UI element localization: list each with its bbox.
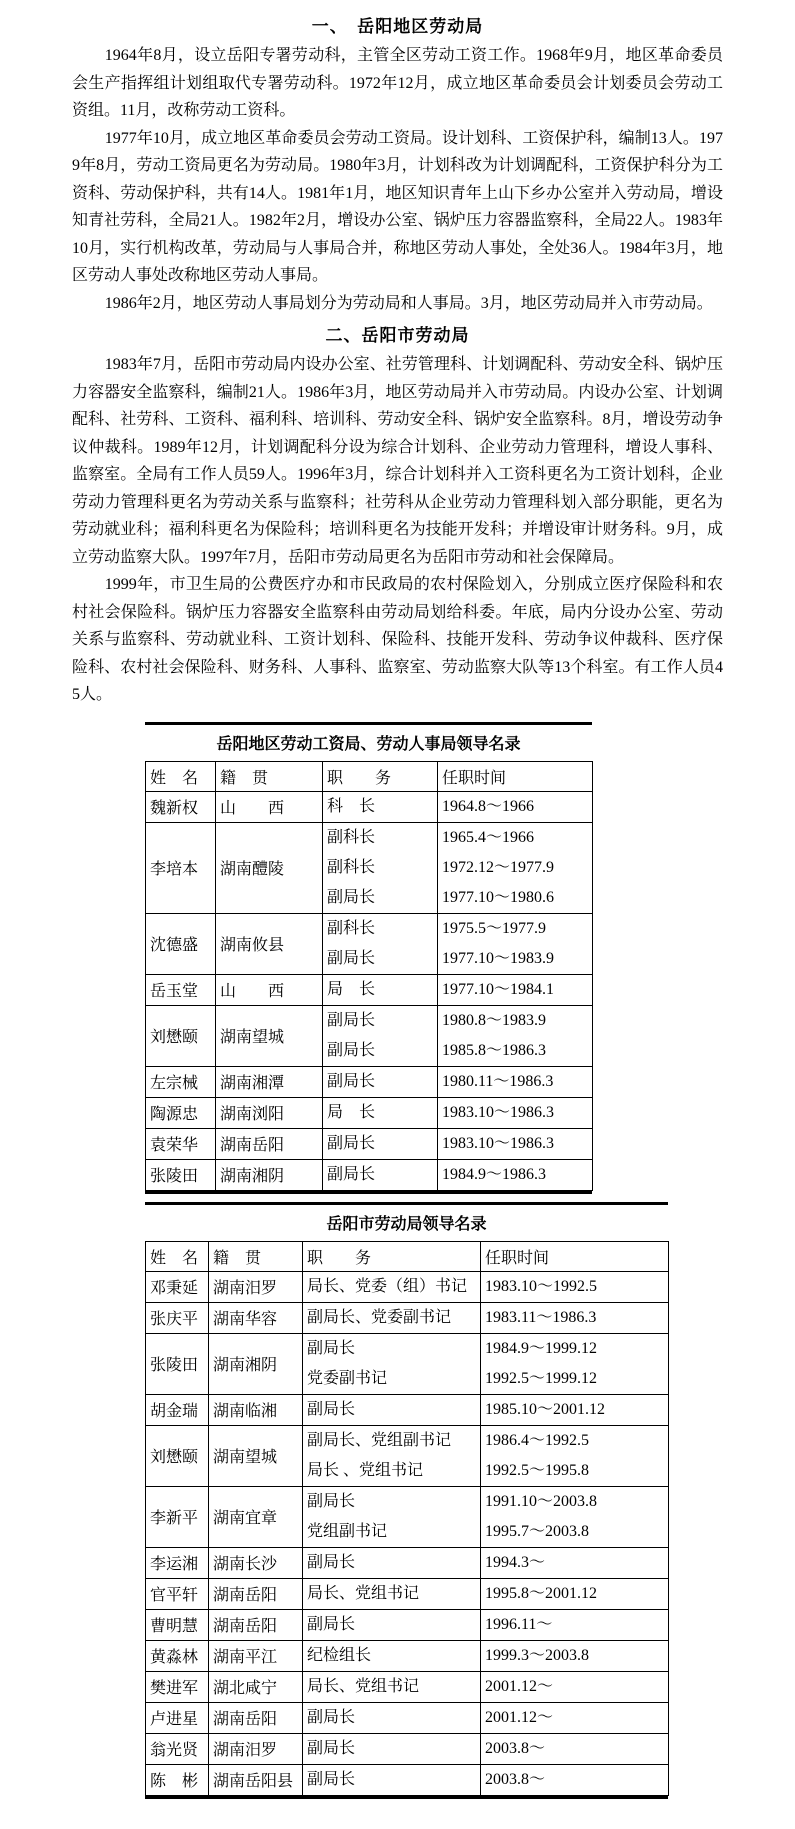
column-header: 职 务 bbox=[303, 1241, 481, 1271]
city-leaders-table-grid bbox=[145, 1241, 669, 1796]
position-line: 副局长 bbox=[307, 1770, 356, 1788]
tenure-cell bbox=[481, 1302, 669, 1333]
position-line: 副局长 bbox=[327, 888, 376, 906]
table-row bbox=[146, 1547, 669, 1578]
position-line: 党委副书记 bbox=[307, 1369, 388, 1387]
table-row bbox=[146, 1578, 669, 1609]
position-cell bbox=[303, 1702, 481, 1733]
section-2-paragraph-1: 1983年7月，岳阳市劳动局内设办公室、社劳管理科、计划调配科、劳动安全科、锅炉压力容器安全监察科，编制21人。1986年3月，地区劳动局并入市劳动局。内设办公室、计划调配科、社劳科、工资科、福利科、培训科、劳动安全科、锅炉安全监察科。8月，增设劳动争议仲裁科。1989年12月，计划调配科分设为综合计划科、企业劳动力管理科，增设人事科、监察室。全局有工作人员59人。1996年3月，综合计划科并入工资科更名为工资计划科，企业劳动力管理科更名为劳动关系与监察科；社劳科从企业劳动力管理科划入部分职能，更名为劳动就业科；福利科更名为保险科；培训科更名为技能开发科；并增设审计财务科。9月，成立劳动监察大队。1997年7月，岳阳市劳动局更名为岳阳市劳动和社会保障局。 bbox=[72, 356, 723, 566]
name-cell: 卢进星 bbox=[146, 1702, 209, 1733]
position-cell bbox=[303, 1302, 481, 1333]
tenure-line: 1995.7～2003.8 bbox=[485, 1522, 590, 1540]
position-line: 局 长 bbox=[327, 1103, 376, 1121]
origin-cell: 湖南湘阴 bbox=[209, 1333, 303, 1394]
name-cell: 沈德盛 bbox=[146, 913, 216, 974]
position-line: 副科长 bbox=[327, 919, 376, 937]
table-header-row bbox=[146, 1241, 669, 1271]
table-row bbox=[146, 1333, 669, 1394]
tenure-cell bbox=[481, 1609, 669, 1640]
position-line: 副局长 bbox=[307, 1492, 356, 1510]
position-cell bbox=[323, 1097, 438, 1128]
position-cell bbox=[323, 822, 438, 913]
tenure-cell bbox=[481, 1578, 669, 1609]
tenure-line: 2001.12～ bbox=[485, 1677, 554, 1695]
table-header-row bbox=[146, 761, 593, 791]
tenure-line: 1986.4～1992.5 bbox=[485, 1431, 590, 1449]
section-2-heading: 二、岳阳市劳动局 bbox=[325, 326, 470, 345]
position-line: 局长 、党组书记 bbox=[307, 1461, 424, 1479]
section-1-paragraph-1: 1964年8月，设立岳阳专署劳动科，主管全区劳动工资工作。1968年9月，地区革命委员会生产指挥组计划组取代专署劳动科。1972年12月，成立地区革命委员会计划委员会劳动工资组。11月，改称劳动工资科。 bbox=[72, 47, 723, 119]
name-cell: 张陵田 bbox=[146, 1333, 209, 1394]
tenure-line: 1992.5～1995.8 bbox=[485, 1461, 590, 1479]
position-line: 副科长 bbox=[327, 858, 376, 876]
tenure-line: 2001.12～ bbox=[485, 1708, 554, 1726]
position-cell bbox=[303, 1640, 481, 1671]
name-cell: 岳玉堂 bbox=[146, 974, 216, 1005]
region-leaders-table-grid bbox=[145, 761, 593, 1191]
tenure-line: 1983.10～1986.3 bbox=[442, 1103, 555, 1121]
name-cell: 曹明慧 bbox=[146, 1609, 209, 1640]
tenure-cell bbox=[438, 1097, 593, 1128]
tenure-cell bbox=[481, 1425, 669, 1486]
table-row bbox=[146, 1486, 669, 1547]
tenure-cell bbox=[481, 1333, 669, 1394]
position-cell bbox=[323, 1005, 438, 1066]
city-leaders-table-title: 岳阳市劳动局领导名录 bbox=[326, 1215, 487, 1233]
position-cell bbox=[303, 1425, 481, 1486]
name-cell: 刘懋颐 bbox=[146, 1005, 216, 1066]
column-header: 籍 贯 bbox=[216, 761, 323, 791]
region-leaders-table bbox=[145, 722, 592, 1194]
position-line: 副局长 bbox=[327, 1072, 376, 1090]
origin-cell: 湖南岳阳 bbox=[216, 1128, 323, 1159]
position-line: 副局长、党委副书记 bbox=[307, 1308, 452, 1326]
table-row bbox=[146, 1671, 669, 1702]
origin-cell: 湖南平江 bbox=[209, 1640, 303, 1671]
position-line: 副局长 bbox=[307, 1553, 356, 1571]
position-line: 局长、党组书记 bbox=[307, 1677, 420, 1695]
tenure-cell bbox=[438, 1005, 593, 1066]
position-line: 副局长 bbox=[307, 1739, 356, 1757]
origin-cell: 湖南湘潭 bbox=[216, 1066, 323, 1097]
name-cell: 李培本 bbox=[146, 822, 216, 913]
position-line: 局 长 bbox=[327, 980, 376, 998]
position-cell bbox=[303, 1764, 481, 1795]
tenure-line: 1964.8～1966 bbox=[442, 797, 535, 815]
origin-cell: 湖南汨罗 bbox=[209, 1733, 303, 1764]
table-row bbox=[146, 1425, 669, 1486]
table-row bbox=[146, 1066, 593, 1097]
position-cell bbox=[303, 1271, 481, 1302]
tenure-cell bbox=[438, 1066, 593, 1097]
position-line: 副局长 bbox=[327, 1011, 376, 1029]
origin-cell: 湖南岳阳县 bbox=[209, 1764, 303, 1795]
tenure-cell bbox=[438, 974, 593, 1005]
origin-cell: 湖南岳阳 bbox=[209, 1702, 303, 1733]
name-cell: 陈 彬 bbox=[146, 1764, 209, 1795]
tenure-cell bbox=[481, 1671, 669, 1702]
tenure-cell bbox=[481, 1547, 669, 1578]
tenure-cell bbox=[481, 1394, 669, 1425]
position-line: 副科长 bbox=[327, 828, 376, 846]
position-cell bbox=[303, 1547, 481, 1578]
tenure-line: 1975.5～1977.9 bbox=[442, 919, 547, 937]
position-cell bbox=[323, 1066, 438, 1097]
origin-cell: 湖南岳阳 bbox=[209, 1578, 303, 1609]
position-line: 副局长 bbox=[307, 1339, 356, 1357]
tenure-cell bbox=[481, 1764, 669, 1795]
section-1-paragraph-3: 1986年2月，地区劳动人事局划分为劳动局和人事局。3月，地区劳动局并入市劳动局。 bbox=[104, 294, 713, 312]
position-line: 党组副书记 bbox=[307, 1522, 388, 1540]
origin-cell: 湖南醴陵 bbox=[216, 822, 323, 913]
tenure-line: 1984.9～1999.12 bbox=[485, 1339, 598, 1357]
column-header: 姓 名 bbox=[146, 1241, 209, 1271]
position-line: 副局长 bbox=[327, 1165, 376, 1183]
tenure-line: 1995.8～2001.12 bbox=[485, 1584, 598, 1602]
position-line: 副局长 bbox=[307, 1400, 356, 1418]
table-row bbox=[146, 1005, 593, 1066]
name-cell: 张庆平 bbox=[146, 1302, 209, 1333]
origin-cell: 湖南汨罗 bbox=[209, 1271, 303, 1302]
name-cell: 李新平 bbox=[146, 1486, 209, 1547]
tenure-line: 1980.11～1986.3 bbox=[442, 1072, 554, 1090]
position-cell bbox=[303, 1609, 481, 1640]
name-cell: 魏新权 bbox=[146, 791, 216, 822]
origin-cell: 湖南望城 bbox=[216, 1005, 323, 1066]
name-cell: 樊进军 bbox=[146, 1671, 209, 1702]
tenure-line: 1980.8～1983.9 bbox=[442, 1011, 547, 1029]
position-cell bbox=[303, 1486, 481, 1547]
tenure-cell bbox=[438, 913, 593, 974]
region-leaders-table-title: 岳阳地区劳动工资局、劳动人事局领导名录 bbox=[216, 735, 521, 753]
column-header: 任职时间 bbox=[481, 1241, 669, 1271]
tenure-cell bbox=[481, 1733, 669, 1764]
table-row bbox=[146, 1097, 593, 1128]
position-cell bbox=[303, 1578, 481, 1609]
table-row bbox=[146, 1394, 669, 1425]
column-header: 任职时间 bbox=[438, 761, 593, 791]
table-row bbox=[146, 913, 593, 974]
table-row bbox=[146, 791, 593, 822]
tenure-line: 1985.10～2001.12 bbox=[485, 1400, 606, 1418]
tenure-line: 1983.10～1992.5 bbox=[485, 1277, 598, 1295]
tenure-line: 1983.10～1986.3 bbox=[442, 1134, 555, 1152]
table-row bbox=[146, 1128, 593, 1159]
name-cell: 黄淼林 bbox=[146, 1640, 209, 1671]
position-cell bbox=[303, 1333, 481, 1394]
section-1-heading: 一、 岳阳地区劳动局 bbox=[311, 17, 484, 36]
position-line: 纪检组长 bbox=[307, 1646, 372, 1664]
tenure-line: 1984.9～1986.3 bbox=[442, 1165, 547, 1183]
column-header: 姓 名 bbox=[146, 761, 216, 791]
section-1-paragraph-2: 1977年10月，成立地区革命委员会劳动工资局。设计划科、工资保护科，编制13人。1979年8月，劳动工资局更名为劳动局。1980年3月，计划科改为计划调配科，工资保护科分为工资科、劳动保护科，共有14人。1981年1月，地区知识青年上山下乡办公室并入劳动局，增设知青社劳科，全局21人。1982年2月，增设办公室、锅炉压力容器监察科，全局22人。1983年10月，实行机构改革，劳动局与人事局合并，称地区劳动人事处，全处36人。1984年3月，地区劳动人事处改称地区劳动人事局。 bbox=[72, 129, 723, 284]
tenure-line: 1983.11～1986.3 bbox=[485, 1308, 597, 1326]
table-row bbox=[146, 822, 593, 913]
tenure-cell bbox=[481, 1702, 669, 1733]
table-row bbox=[146, 1609, 669, 1640]
position-cell bbox=[323, 1159, 438, 1190]
position-line: 副局长、党组副书记 bbox=[307, 1431, 452, 1449]
tenure-line: 1977.10～1984.1 bbox=[442, 980, 555, 998]
table-row bbox=[146, 1271, 669, 1302]
position-cell bbox=[303, 1671, 481, 1702]
name-cell: 陶源忠 bbox=[146, 1097, 216, 1128]
position-line: 副局长 bbox=[327, 949, 376, 967]
column-header: 籍 贯 bbox=[209, 1241, 303, 1271]
name-cell: 官平轩 bbox=[146, 1578, 209, 1609]
name-cell: 张陵田 bbox=[146, 1159, 216, 1190]
origin-cell: 湖南华容 bbox=[209, 1302, 303, 1333]
position-line: 副局长 bbox=[307, 1615, 356, 1633]
tenure-line: 1965.4～1966 bbox=[442, 828, 535, 846]
city-leaders-table bbox=[145, 1202, 668, 1799]
tenure-line: 1996.11～ bbox=[485, 1615, 553, 1633]
table-row bbox=[146, 974, 593, 1005]
origin-cell: 山 西 bbox=[216, 791, 323, 822]
table-row bbox=[146, 1733, 669, 1764]
tenure-line: 2003.8～ bbox=[485, 1739, 546, 1757]
origin-cell: 湖南宜章 bbox=[209, 1486, 303, 1547]
tenure-cell bbox=[481, 1271, 669, 1302]
origin-cell: 湖南望城 bbox=[209, 1425, 303, 1486]
column-header: 职 务 bbox=[323, 761, 438, 791]
origin-cell: 湖南浏阳 bbox=[216, 1097, 323, 1128]
position-cell bbox=[323, 1128, 438, 1159]
tenure-line: 1992.5～1999.12 bbox=[485, 1369, 598, 1387]
position-cell bbox=[323, 974, 438, 1005]
tenure-line: 1994.3～ bbox=[485, 1553, 546, 1571]
position-line: 副局长 bbox=[327, 1134, 376, 1152]
origin-cell: 湖北咸宁 bbox=[209, 1671, 303, 1702]
tenure-cell bbox=[481, 1486, 669, 1547]
table-row bbox=[146, 1302, 669, 1333]
position-line: 科 长 bbox=[327, 797, 376, 815]
name-cell: 左宗械 bbox=[146, 1066, 216, 1097]
position-line: 副局长 bbox=[307, 1708, 356, 1726]
table-row bbox=[146, 1764, 669, 1795]
tenure-line: 1977.10～1983.9 bbox=[442, 949, 555, 967]
position-cell bbox=[323, 791, 438, 822]
origin-cell: 湖南岳阳 bbox=[209, 1609, 303, 1640]
position-cell bbox=[303, 1733, 481, 1764]
position-line: 副局长 bbox=[327, 1041, 376, 1059]
tenure-line: 1999.3～2003.8 bbox=[485, 1646, 590, 1664]
table-row bbox=[146, 1702, 669, 1733]
tenure-line: 1991.10～2003.8 bbox=[485, 1492, 598, 1510]
origin-cell: 湖南长沙 bbox=[209, 1547, 303, 1578]
tenure-line: 1977.10～1980.6 bbox=[442, 888, 555, 906]
section-2-paragraph-2: 1999年，市卫生局的公费医疗办和市民政局的农村保险划入，分别成立医疗保险科和农村社会保险科。锅炉压力容器安全监察科由劳动局划给科委。年底，局内分设办公室、劳动关系与监察科、劳动就业科、工资计划科、保险科、技能开发科、劳动争议仲裁科、医疗保险科、农村社会保险科、财务科、人事科、监察室、劳动监察大队等13个科室。有工作人员45人。 bbox=[72, 576, 723, 703]
name-cell: 胡金瑞 bbox=[146, 1394, 209, 1425]
tenure-line: 1972.12～1977.9 bbox=[442, 858, 555, 876]
table-row bbox=[146, 1159, 593, 1190]
position-line: 局长、党委（组）书记 bbox=[307, 1277, 468, 1295]
position-cell bbox=[323, 913, 438, 974]
tenure-cell bbox=[438, 791, 593, 822]
tenure-cell bbox=[438, 1128, 593, 1159]
tenure-cell bbox=[438, 822, 593, 913]
name-cell: 袁荣华 bbox=[146, 1128, 216, 1159]
origin-cell: 山 西 bbox=[216, 974, 323, 1005]
tenure-cell bbox=[481, 1640, 669, 1671]
name-cell: 翁光贤 bbox=[146, 1733, 209, 1764]
position-cell bbox=[303, 1394, 481, 1425]
name-cell: 刘懋颐 bbox=[146, 1425, 209, 1486]
position-line: 局长、党组书记 bbox=[307, 1584, 420, 1602]
tenure-cell bbox=[438, 1159, 593, 1190]
name-cell: 李运湘 bbox=[146, 1547, 209, 1578]
tenure-line: 1985.8～1986.3 bbox=[442, 1041, 547, 1059]
name-cell: 邓秉延 bbox=[146, 1271, 209, 1302]
table-row bbox=[146, 1640, 669, 1671]
tenure-line: 2003.8～ bbox=[485, 1770, 546, 1788]
origin-cell: 湖南攸县 bbox=[216, 913, 323, 974]
origin-cell: 湖南湘阴 bbox=[216, 1159, 323, 1190]
origin-cell: 湖南临湘 bbox=[209, 1394, 303, 1425]
